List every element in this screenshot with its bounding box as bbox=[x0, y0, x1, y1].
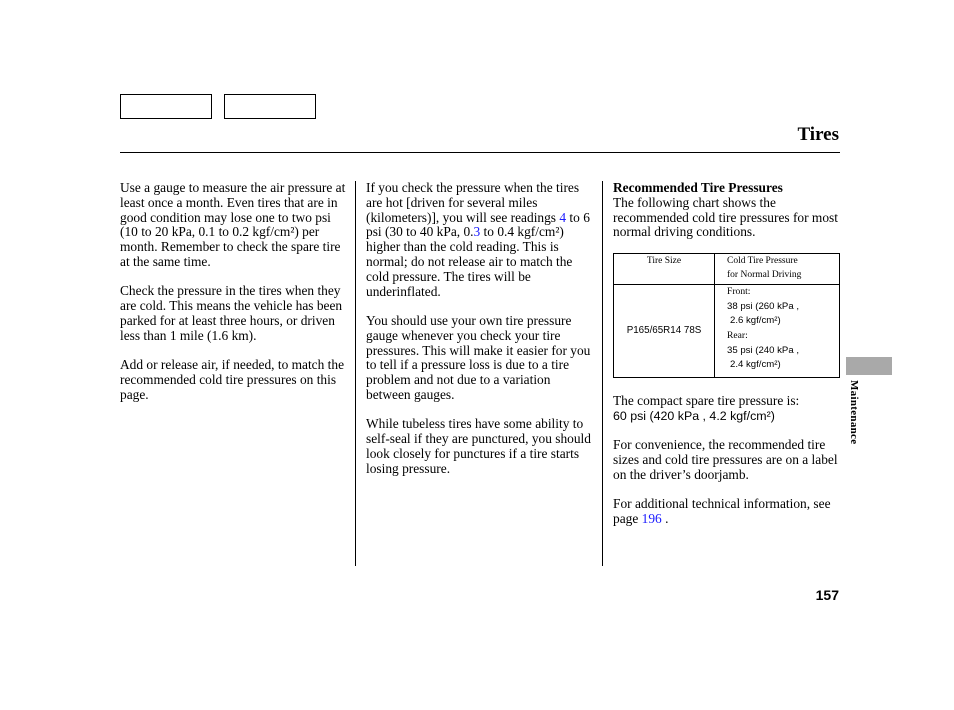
section-heading: Recommended Tire Pressures bbox=[613, 180, 783, 195]
column-1 bbox=[120, 181, 348, 417]
text-segment: to 6 psi (30 to 40 kPa, 0. bbox=[366, 209, 590, 240]
paragraph-spare bbox=[613, 394, 841, 424]
table-header-tire-size: Tire Size bbox=[614, 254, 715, 285]
table-cell-pressures bbox=[715, 285, 840, 378]
text-segment: to 0.4 kgf/cm²) higher than the cold reading. This is normal; do not release air to match the cold pressure. The tires will be underinflated. bbox=[366, 224, 573, 299]
spare-text: The compact spare tire pressure is: bbox=[613, 392, 800, 408]
link-readings-4[interactable]: 4 bbox=[559, 209, 567, 225]
header-line: Cold Tire Pressure bbox=[727, 256, 798, 267]
paragraph-add-release: Add or release air, if needed, to match the recommended cold tire pressures on this page. bbox=[120, 357, 345, 402]
table-header-pressure bbox=[715, 254, 840, 285]
front-value-kgf: 2.6 kgf/cm²) bbox=[730, 315, 781, 327]
paragraph-gauge: Use a gauge to measure the air pressure at least once a month. Even tires that are in good condition may lose one to two psi (10 to 20 kPa, 0.1 to 0.2 kgf/cm²) per month. Remember to check the spare tire at the same time. bbox=[120, 180, 346, 269]
rear-value-kgf: 2.4 kgf/cm²) bbox=[730, 359, 781, 371]
front-value: 38 psi (260 kPa , bbox=[727, 300, 799, 312]
page-number: 157 bbox=[815, 587, 839, 603]
paragraph-tubeless: While tubeless tires have some ability to self-seal if they are punctured, you should look closely for punctures if a tire starts losing pressure. bbox=[366, 416, 591, 476]
text-segment: For additional technical information, see page bbox=[613, 495, 831, 526]
paragraph-own-gauge: You should use your own tire pressure gauge whenever you check your tire pressures. This will make it easier for you to tell if a pressure loss is due to a tire problem and not due to a variation between gauges. bbox=[366, 312, 591, 402]
table-cell-tire-size: P165/65R14 78S bbox=[614, 285, 715, 378]
section-tab[interactable] bbox=[846, 357, 892, 375]
text-segment: . bbox=[661, 510, 669, 526]
section-tab-label: Maintenance bbox=[848, 380, 860, 445]
tire-pressure-table bbox=[613, 253, 840, 378]
rear-label: Rear: bbox=[727, 329, 748, 341]
link-page-196[interactable]: 196 bbox=[641, 510, 662, 526]
link-readings-3[interactable]: 3 bbox=[473, 224, 481, 240]
column-divider-2 bbox=[602, 181, 603, 566]
paragraph-additional-info bbox=[613, 497, 841, 527]
paragraph-hot-tires bbox=[366, 181, 596, 299]
spare-value: 60 psi (420 kPa , 4.2 kgf/cm²) bbox=[613, 408, 775, 423]
paragraph-check-cold: Check the pressure in the tires when they are cold. This means the vehicle has been parked for at least three hours, or driven less than 1 mile (1.6 km). bbox=[120, 283, 343, 343]
nav-button-1[interactable] bbox=[120, 94, 212, 119]
title-divider bbox=[120, 152, 840, 153]
front-label: Front: bbox=[727, 286, 751, 298]
nav-button-2[interactable] bbox=[224, 94, 316, 119]
intro-text: The following chart shows the recommended cold tire pressures for most normal driving conditions. bbox=[613, 194, 838, 240]
column-divider-1 bbox=[355, 181, 356, 566]
header-line: for Normal Driving bbox=[727, 270, 802, 281]
page-title: Tires bbox=[797, 124, 839, 145]
text-segment: If you check the pressure when the tires are hot [driven for several miles (kilometers)], you will see readings bbox=[366, 180, 580, 225]
rear-value: 35 psi (240 kPa , bbox=[727, 344, 799, 356]
column-3 bbox=[613, 181, 841, 541]
column-2 bbox=[366, 181, 596, 491]
paragraph-convenience: For convenience, the recommended tire sizes and cold tire pressures are on a label on the driver’s doorjamb. bbox=[613, 436, 838, 482]
